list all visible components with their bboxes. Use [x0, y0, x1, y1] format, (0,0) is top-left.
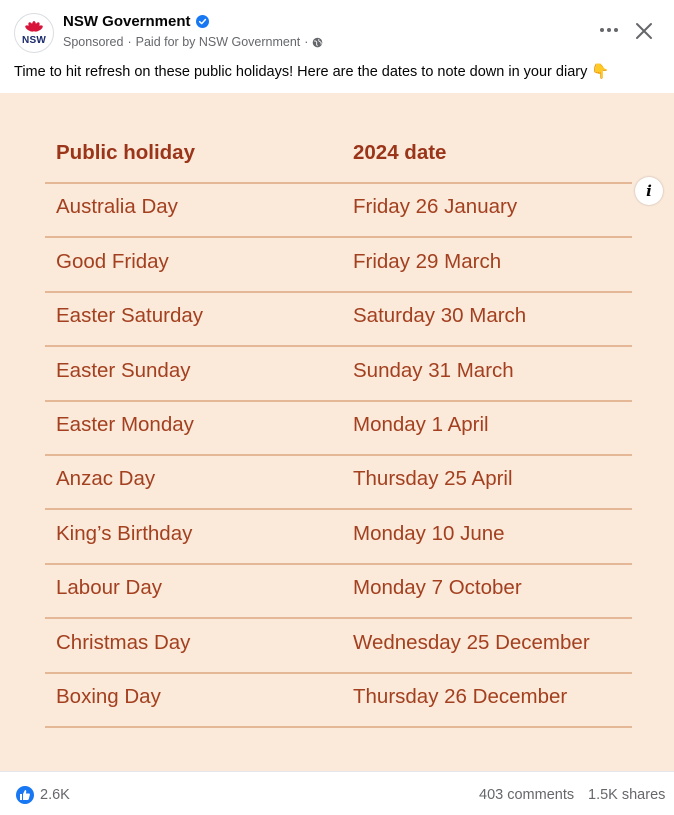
- table-row: [45, 467, 632, 521]
- table-row: [45, 250, 632, 304]
- table-divider: [45, 291, 632, 293]
- shares-count[interactable]: 1.5K shares: [588, 787, 666, 803]
- more-options-icon[interactable]: [595, 20, 623, 40]
- table-row: [45, 631, 632, 685]
- holiday-date-cell: Monday 10 June: [353, 521, 505, 545]
- holiday-name-cell: Easter Saturday: [56, 304, 203, 328]
- paid-for-label: Paid for by NSW Government: [135, 35, 301, 49]
- meta-separator: ·: [127, 35, 132, 49]
- page-name[interactable]: [63, 13, 209, 30]
- table-row: [45, 685, 632, 739]
- holiday-date-cell: Wednesday 25 December: [353, 630, 590, 654]
- table-divider: [45, 563, 632, 565]
- holiday-name-cell: Boxing Day: [56, 685, 161, 708]
- table-divider: [45, 508, 632, 510]
- table-divider: [45, 182, 632, 184]
- post-caption: Time to hit refresh on these public holidays! Here are the dates to note down in your diary 👇: [14, 64, 610, 80]
- reactions-count[interactable]: 2.6K: [40, 787, 70, 803]
- holiday-name-cell: Good Friday: [56, 249, 169, 273]
- holiday-date-cell: Monday 1 April: [353, 413, 489, 436]
- holiday-date-cell: Sunday 31 March: [353, 358, 514, 382]
- globe-icon: [312, 37, 323, 48]
- table-row: [45, 413, 632, 467]
- post-meta: [63, 35, 323, 49]
- table-row: [45, 304, 632, 358]
- verified-badge-icon: [196, 15, 209, 28]
- meta-separator-2: ·: [304, 35, 309, 49]
- sponsored-label[interactable]: Sponsored: [63, 35, 124, 49]
- holiday-name-cell: Easter Sunday: [56, 358, 191, 382]
- holiday-date-cell: Friday 29 March: [353, 249, 502, 273]
- post-footer: [0, 771, 674, 815]
- table-header-row: [45, 141, 632, 195]
- holiday-date-cell: Friday 26 January: [353, 195, 518, 219]
- table-divider: [45, 672, 632, 674]
- page-name-label[interactable]: NSW Government: [63, 13, 191, 30]
- post-header: [0, 0, 674, 60]
- holiday-name-cell: Labour Day: [56, 576, 162, 600]
- avatar-text: NSW: [22, 35, 46, 46]
- info-icon[interactable]: i: [635, 177, 663, 205]
- column-header-date: 2024 date: [353, 141, 447, 164]
- table-divider: [45, 400, 632, 402]
- table-row: [45, 359, 632, 413]
- comments-count[interactable]: 403 comments: [479, 787, 575, 803]
- holiday-date-cell: Thursday 25 April: [353, 467, 513, 491]
- holiday-name-cell: Anzac Day: [56, 467, 156, 491]
- holiday-date-cell: Thursday 26 December: [353, 685, 568, 708]
- table-divider: [45, 454, 632, 456]
- table-row: [45, 522, 632, 576]
- close-icon[interactable]: [632, 19, 656, 43]
- table-divider: [45, 617, 632, 619]
- table-row: [45, 195, 632, 249]
- post-image[interactable]: [0, 93, 674, 771]
- table-divider: [45, 726, 632, 728]
- holiday-date-cell: Saturday 30 March: [353, 304, 527, 328]
- holiday-name-cell: Australia Day: [56, 195, 178, 219]
- waratah-logo-icon: [15, 14, 53, 52]
- holiday-name-cell: King’s Birthday: [56, 521, 193, 545]
- column-header-holiday: Public holiday: [56, 141, 195, 164]
- table-divider: [45, 236, 632, 238]
- like-icon[interactable]: [16, 786, 34, 804]
- holiday-date-cell: Monday 7 October: [353, 576, 522, 600]
- table-row: [45, 576, 632, 630]
- holiday-name-cell: Easter Monday: [56, 413, 194, 436]
- table-divider: [45, 345, 632, 347]
- holiday-name-cell: Christmas Day: [56, 630, 191, 654]
- avatar[interactable]: [14, 13, 54, 53]
